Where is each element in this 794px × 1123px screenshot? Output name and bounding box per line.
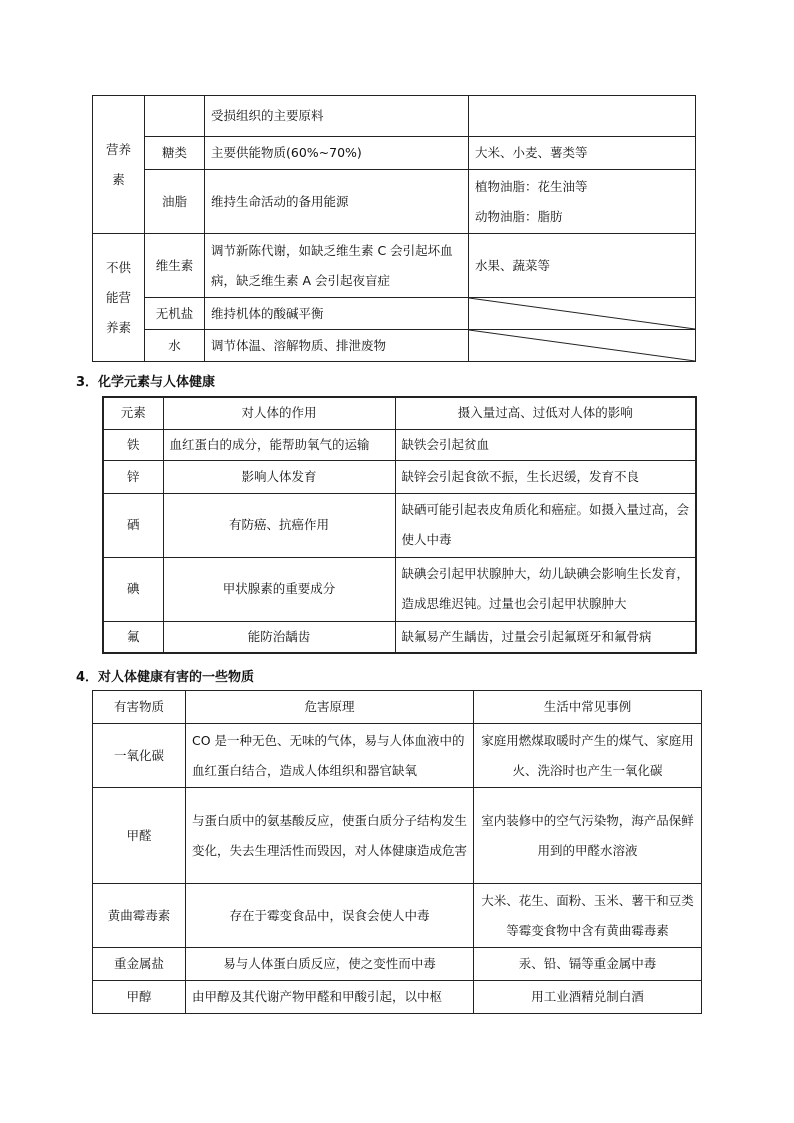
element-name: 氟 [103, 621, 163, 653]
element-table [102, 396, 697, 654]
column-header: 元素 [103, 397, 163, 429]
table-row [103, 621, 696, 653]
table-row [93, 884, 702, 948]
element-impact: 缺碘会引起甲状腺肿大，幼儿缺碘会影响生长发育，造成思维迟钝。过量也会引起甲状腺肿大 [395, 557, 696, 621]
section-3-heading: 3．化学元素与人体健康 [76, 375, 216, 390]
section-4-heading: 4．对人体健康有害的一些物质 [76, 670, 255, 685]
table-row [103, 493, 696, 557]
table-row [93, 170, 696, 234]
nutrient-name: 维生素 [145, 234, 205, 298]
column-header: 有害物质 [93, 691, 186, 724]
substance-example: 用工业酒精兑制白酒 [474, 981, 702, 1014]
table-row [103, 429, 696, 460]
table-row [93, 96, 696, 137]
table-row [103, 557, 696, 621]
element-effect: 能防治龋齿 [163, 621, 395, 653]
table-row [93, 724, 702, 788]
element-name: 锌 [103, 460, 163, 493]
substance-name: 甲醇 [93, 981, 186, 1014]
substance-name: 黄曲霉毒素 [93, 884, 186, 948]
group-line: 营养 [105, 141, 131, 157]
nutrient-function: 维持生命活动的备用能源 [205, 170, 469, 234]
harmful-substance-table [92, 690, 702, 1014]
element-effect: 甲状腺素的重要成分 [163, 557, 395, 621]
table-header-row [93, 691, 702, 724]
group-line: 养素 [105, 319, 131, 335]
substance-principle: 由甲醇及其代谢产物甲醛和甲酸引起，以中枢 [186, 981, 474, 1014]
substance-example: 汞、铅、镉等重金属中毒 [474, 948, 702, 981]
group-non-energy [93, 234, 145, 362]
diagonal-cell [469, 298, 696, 330]
nutrient-source: 大米、小麦、薯类等 [469, 137, 696, 170]
element-effect: 血红蛋白的成分，能帮助氧气的运输 [163, 429, 395, 460]
nutrient-function: 维持机体的酸碱平衡 [205, 298, 469, 330]
nutrient-function: 调节体温、溶解物质、排泄废物 [205, 330, 469, 362]
element-impact: 缺锌会引起食欲不振，生长迟缓，发育不良 [395, 460, 696, 493]
column-header: 对人体的作用 [163, 397, 395, 429]
element-name: 铁 [103, 429, 163, 460]
nutrient-function: 主要供能物质(60%~70%) [205, 137, 469, 170]
element-impact: 缺硒可能引起表皮角质化和癌症。如摄入量过高，会使人中毒 [395, 493, 696, 557]
table-row [93, 137, 696, 170]
table-row [93, 330, 696, 362]
element-name: 硒 [103, 493, 163, 557]
table-row [93, 788, 702, 884]
substance-name: 重金属盐 [93, 948, 186, 981]
element-impact: 缺氟易产生龋齿，过量会引起氟斑牙和氟骨病 [395, 621, 696, 653]
substance-name: 甲醛 [93, 788, 186, 884]
nutrient-source [469, 170, 696, 234]
nutrient-source: 水果、蔬菜等 [469, 234, 696, 298]
column-header: 生活中常见事例 [474, 691, 702, 724]
element-effect: 影响人体发育 [163, 460, 395, 493]
column-header: 危害原理 [186, 691, 474, 724]
source-line: 动物油脂：脂肪 [475, 208, 563, 224]
table-row [93, 234, 696, 298]
element-effect: 有防癌、抗癌作用 [163, 493, 395, 557]
nutrient-function: 受损组织的主要原料 [205, 96, 469, 137]
table-row [103, 460, 696, 493]
diagonal-cell [469, 330, 696, 362]
substance-name: 一氧化碳 [93, 724, 186, 788]
group-line: 不供 [105, 259, 131, 275]
nutrient-name: 水 [145, 330, 205, 362]
substance-principle: 存在于霉变食品中，误食会使人中毒 [186, 884, 474, 948]
column-header: 摄入量过高、过低对人体的影响 [395, 397, 696, 429]
nutrient-source [469, 96, 696, 137]
group-line: 能营 [105, 289, 131, 305]
group-line: 素 [112, 171, 125, 187]
element-impact: 缺铁会引起贫血 [395, 429, 696, 460]
substance-example: 家庭用燃煤取暖时产生的煤气、家庭用火、洗浴时也产生一氧化碳 [474, 724, 702, 788]
nutrient-name: 糖类 [145, 137, 205, 170]
table-row [93, 981, 702, 1014]
substance-principle: 与蛋白质中的氨基酸反应，使蛋白质分子结构发生变化，失去生理活性而毁因，对人体健康造成危害 [186, 788, 474, 884]
nutrient-table [92, 95, 696, 362]
substance-example: 大米、花生、面粉、玉米、薯干和豆类等霉变食物中含有黄曲霉毒素 [474, 884, 702, 948]
group-nutrient [93, 96, 145, 234]
table-header-row [103, 397, 696, 429]
nutrient-name: 无机盐 [145, 298, 205, 330]
nutrient-name [145, 96, 205, 137]
substance-principle: 易与人体蛋白质反应，使之变性而中毒 [186, 948, 474, 981]
table-row [93, 298, 696, 330]
element-name: 碘 [103, 557, 163, 621]
table-row [93, 948, 702, 981]
substance-example: 室内装修中的空气污染物，海产品保鲜用到的甲醛水溶液 [474, 788, 702, 884]
substance-principle: CO 是一种无色、无味的气体，易与人体血液中的血红蛋白结合，造成人体组织和器官缺氧 [186, 724, 474, 788]
nutrient-name: 油脂 [145, 170, 205, 234]
source-line: 植物油脂：花生油等 [475, 178, 588, 194]
nutrient-function: 调节新陈代谢，如缺乏维生素 C 会引起坏血病，缺乏维生素 A 会引起夜盲症 [205, 234, 469, 298]
